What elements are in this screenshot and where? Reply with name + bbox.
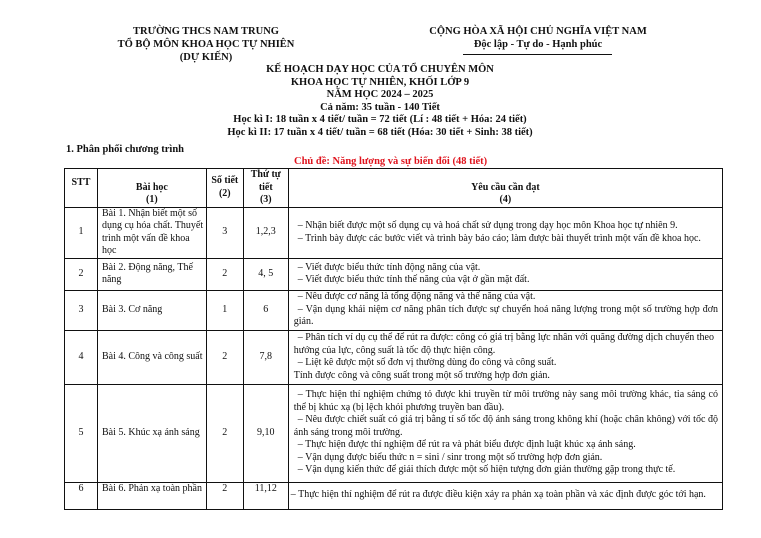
row-order: 11,12 xyxy=(243,482,288,509)
title-line-4: Cả năm: 35 tuần - 140 Tiết xyxy=(320,101,440,113)
table-row xyxy=(65,258,723,290)
row-periods: 1 xyxy=(206,290,243,330)
header-periods xyxy=(206,169,243,208)
requirement-item: – Liệt kê được một số đơn vị thường dùng đo công và công suất. xyxy=(297,357,557,368)
requirement-item: – Nêu được cơ năng là tổng động năng và thế năng của vật. xyxy=(297,291,536,303)
row-stt: 2 xyxy=(65,258,98,290)
row-order: 6 xyxy=(243,290,288,330)
row-stt: 3 xyxy=(65,290,98,330)
title-line-1: KẾ HOẠCH DẠY HỌC CỦA TỔ CHUYÊN MÔN xyxy=(266,64,494,75)
title-line-2: KHOA HỌC TỰ NHIÊN, KHỐI LỚP 9 xyxy=(290,76,470,88)
row-periods: 3 xyxy=(206,207,243,258)
requirement-item: Tính được công và công suất trong một số trường hợp đơn giản. xyxy=(293,369,550,381)
header-periods-num: (2) xyxy=(218,187,231,199)
row-lesson: Bài 2. Động năng, Thế năng xyxy=(97,258,206,290)
table-row xyxy=(65,384,723,482)
header-order xyxy=(243,169,288,208)
requirement-item: – Vận dụng khái niệm cơ năng phân tích được sự chuyển hoá năng lượng trong một số trường hợp đơn giản. xyxy=(293,303,718,328)
header-requirements-label: Yêu cầu cần đạt xyxy=(471,181,540,193)
national-header xyxy=(405,25,671,51)
row-periods: 2 xyxy=(206,482,243,509)
school-name: TRƯỜNG THCS NAM TRUNG xyxy=(133,26,279,37)
row-periods: 2 xyxy=(206,384,243,482)
header-lesson-num: (1) xyxy=(146,194,158,205)
row-periods: 2 xyxy=(206,258,243,290)
row-stt: 6 xyxy=(65,482,98,509)
row-requirements xyxy=(288,330,722,384)
requirement-item: – Nhận biết được một số dụng cụ và hoá chất sử dụng trong dạy học môn Khoa học tự nhiên 9. xyxy=(297,220,678,231)
motto-underline xyxy=(463,54,612,55)
row-order: 1,2,3 xyxy=(243,207,288,258)
document-title xyxy=(150,64,610,140)
header-stt: STT xyxy=(65,169,98,208)
header-order-num: (3) xyxy=(259,194,272,205)
row-requirements xyxy=(288,290,722,330)
requirement-item: – Nêu được chiết suất có giá trị bằng tỉ số tốc độ ánh sáng trong không khí (hoặc chân không) với tốc độ ánh sáng trong môi trường. xyxy=(293,414,718,438)
row-requirements xyxy=(288,258,722,290)
requirement-item: – Vận dụng được biểu thức n = sini / sinr trong một số trường hợp đơn giản. xyxy=(297,451,603,463)
row-stt: 4 xyxy=(65,330,98,384)
table-row xyxy=(65,330,723,384)
row-lesson: Bài 1. Nhận biết một số dụng cụ hóa chất. Thuyết trình một vấn đề khoa học xyxy=(97,207,206,258)
header-requirements xyxy=(288,169,722,208)
row-stt: 5 xyxy=(65,384,98,482)
row-lesson: Bài 4. Công và công suất xyxy=(97,330,206,384)
row-lesson: Bài 5. Khúc xạ ánh sáng xyxy=(97,384,206,482)
row-requirements xyxy=(288,207,722,258)
row-stt: 1 xyxy=(65,207,98,258)
requirement-item: – Thực hiện thí nghiệm chứng tỏ được khi truyền từ môi trường này sang môi trường khác, tia sáng có thể bị khúc xạ (bị lệch khỏi phương truyền ban đầu). xyxy=(293,389,718,413)
row-order: 7,8 xyxy=(243,330,288,384)
nation-name: CỘNG HÒA XÃ HỘI CHỦ NGHĨA VIỆT NAM xyxy=(429,26,647,37)
table-row xyxy=(65,482,723,509)
header-lesson xyxy=(97,169,206,208)
curriculum-table xyxy=(64,168,723,510)
row-requirements xyxy=(288,482,722,509)
requirement-item: – Phân tích ví dụ cụ thể để rút ra được: công có giá trị bằng lực nhân với quãng đường dịch chuyển theo hướng của lực, công suất là tốc độ thực hiện công. xyxy=(293,332,714,356)
section-heading: 1. Phân phối chương trình xyxy=(66,144,185,155)
requirement-item: – Thực hiện thí nghiệm để rút ra được điều kiện xảy ra phản xạ toàn phần và xác định được góc tới hạn. xyxy=(290,489,706,501)
table-row xyxy=(65,207,723,258)
requirement-item: – Viết được biểu thức tính thế năng của vật ở gần mặt đất. xyxy=(297,274,530,285)
requirement-item: – Viết được biểu thức tính động năng của vật. xyxy=(297,261,481,273)
row-lesson: Bài 6. Phản xạ toàn phần xyxy=(97,482,206,509)
requirement-item: – Vận dụng kiến thức để giải thích được một số hiện tượng đơn giản thường gặp trong thực tế. xyxy=(297,464,676,476)
row-order: 9,10 xyxy=(243,384,288,482)
row-periods: 2 xyxy=(206,330,243,384)
title-line-6: Học kì II: 17 tuần x 4 tiết/ tuần = 68 tiết (Hóa: 30 tiết + Sinh: 38 tiết) xyxy=(227,126,533,138)
department-name: TỔ BỘ MÔN KHOA HỌC TỰ NHIÊN xyxy=(117,39,295,50)
header-requirements-num: (4) xyxy=(499,194,512,205)
title-line-3: NĂM HỌC 2024 – 2025 xyxy=(326,89,434,101)
draft-status: (DỰ KIẾN) xyxy=(179,52,233,63)
requirement-item: – Trình bày được các bước viết và trình bày báo cáo; làm được bài thuyết trình một vấn đề khoa học. xyxy=(297,232,701,244)
row-lesson: Bài 3. Cơ năng xyxy=(97,290,206,330)
national-motto: Độc lập - Tự do - Hạnh phúc xyxy=(473,39,603,50)
title-line-5: Học kì I: 18 tuần x 4 tiết/ tuần = 72 tiết (Lí : 48 tiết + Hóa: 24 tiết) xyxy=(233,114,527,126)
table-row xyxy=(65,290,723,330)
row-requirements xyxy=(288,384,722,482)
topic-heading: Chủ đề: Năng lượng và sự biến đổi (48 tiết) xyxy=(294,156,488,167)
school-header xyxy=(86,25,326,64)
header-lesson-label: Bài học xyxy=(135,181,168,193)
table-header-row xyxy=(65,169,723,208)
row-order: 4, 5 xyxy=(243,258,288,290)
header-periods-label: Số tiết xyxy=(211,175,239,187)
header-order-label: Thứ tự tiết xyxy=(250,169,281,193)
requirement-item: – Thực hiện được thí nghiệm để rút ra và phát biểu được định luật khúc xạ ánh sáng. xyxy=(297,439,636,451)
